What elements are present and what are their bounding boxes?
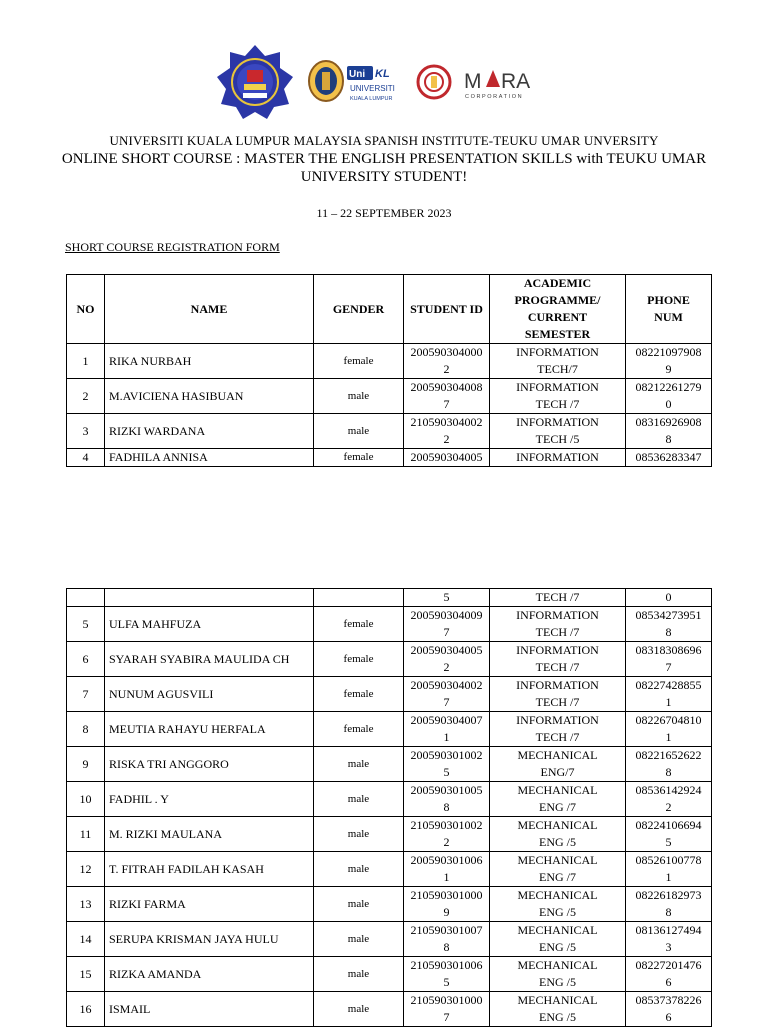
row-name: ISMAIL	[105, 992, 314, 1027]
row-student-id-line1: 210590301006	[410, 958, 483, 972]
row-student-id-line1: 200590304009	[410, 608, 483, 622]
row-student-id	[404, 887, 490, 922]
row-student-id-line1: 210590301002	[410, 818, 483, 832]
row-programme-line2: ENG /5	[539, 905, 576, 919]
table-row	[67, 607, 712, 642]
row-student-id-line1: 200590304007	[410, 713, 483, 727]
row-student-id-line2: 5	[443, 765, 450, 779]
row-programme-line1: MECHANICAL	[517, 958, 598, 972]
row-student-id-line2: 8	[443, 940, 450, 954]
logo-strip	[0, 44, 768, 120]
row-programme-line1: MECHANICAL	[517, 783, 598, 797]
row-phone-line1: 08221652622	[635, 748, 702, 762]
svg-text:CORPORATION: CORPORATION	[465, 94, 524, 100]
row-programme-line1: MECHANICAL	[517, 888, 598, 902]
header-programme-l1: ACADEMIC	[523, 276, 592, 290]
row-student-id-line2: 9	[443, 905, 450, 919]
row-student-id	[404, 677, 490, 712]
row-gender: male	[314, 782, 404, 817]
row-phone	[626, 712, 712, 747]
row-phone	[626, 957, 712, 992]
row-student-id-line1: 210590301007	[410, 923, 483, 937]
row-name: FADHILA ANNISA	[105, 449, 314, 467]
table-row	[67, 817, 712, 852]
row-phone-line2: 8	[665, 765, 672, 779]
header-no: NO	[67, 275, 105, 344]
course-dates: 11 – 22 SEPTEMBER 2023	[316, 206, 452, 220]
row-phone-line2: 1	[665, 695, 672, 709]
row-programme	[490, 607, 626, 642]
row-student-id	[404, 449, 490, 467]
row-student-id-line1: 200590304005	[410, 450, 483, 464]
table-row	[67, 782, 712, 817]
row-programme-line2: ENG /5	[539, 940, 576, 954]
row-student-id-line2: 1	[443, 870, 450, 884]
row-phone-line2: 9	[665, 362, 672, 376]
row-student-id	[404, 712, 490, 747]
row-programme	[490, 817, 626, 852]
unikl-logo-icon	[347, 64, 403, 104]
row-gender: female	[314, 712, 404, 747]
row-programme-line2: TECH/7	[537, 362, 578, 376]
row-programme	[490, 414, 626, 449]
row-programme-line2: ENG/7	[540, 765, 575, 779]
header-programme	[490, 275, 626, 344]
registration-table-page1	[66, 274, 712, 467]
row-programme-line2: ENG /7	[539, 800, 576, 814]
row-phone-line1: 08536283347	[635, 450, 702, 464]
row-programme-line1: INFORMATION	[516, 713, 599, 727]
row-name: RIKA NURBAH	[105, 344, 314, 379]
row-phone-line1: 08136127494	[635, 923, 702, 937]
row-no: 14	[67, 922, 105, 957]
row-phone-line2: 8	[665, 905, 672, 919]
row-name: RIZKI WARDANA	[105, 414, 314, 449]
row-phone	[626, 414, 712, 449]
row-programme-line2: ENG /5	[539, 975, 576, 989]
row-name: FADHIL . Y	[105, 782, 314, 817]
table-row	[67, 379, 712, 414]
row-phone-line2: 6	[665, 1010, 672, 1024]
row-phone-line2: 7	[665, 660, 672, 674]
row-phone-line2: 3	[665, 940, 672, 954]
row-student-id	[404, 379, 490, 414]
row-no: 8	[67, 712, 105, 747]
mara-corporation-logo-icon	[464, 66, 544, 102]
cont-student-id: 5	[404, 589, 490, 607]
table-row	[67, 957, 712, 992]
row-programme	[490, 852, 626, 887]
table-row	[67, 887, 712, 922]
table-row	[67, 677, 712, 712]
row-student-id-line1: 210590301000	[410, 993, 483, 1007]
institution-title: UNIVERSITI KUALA LUMPUR MALAYSIA SPANISH INSTITUTE-TEUKU UMAR UNVERSITY	[109, 133, 659, 148]
form-title: SHORT COURSE REGISTRATION FORM	[65, 240, 280, 254]
svg-text:KUALA LUMPUR: KUALA LUMPUR	[350, 96, 393, 102]
row-student-id	[404, 607, 490, 642]
row-phone-line2: 8	[665, 625, 672, 639]
row-phone-line1: 08226182973	[635, 888, 702, 902]
row-gender: male	[314, 887, 404, 922]
cont-no	[67, 589, 105, 607]
header-student-id: STUDENT ID	[404, 275, 490, 344]
svg-text:UNIVERSITI: UNIVERSITI	[350, 84, 395, 93]
row-programme-line1: INFORMATION	[516, 608, 599, 622]
row-no: 13	[67, 887, 105, 922]
row-programme	[490, 957, 626, 992]
header-phone-l1: PHONE	[647, 293, 690, 307]
row-programme	[490, 379, 626, 414]
row-student-id-line1: 200590301006	[410, 853, 483, 867]
row-phone-line1: 08536142924	[635, 783, 702, 797]
row-programme-line1: MECHANICAL	[517, 993, 598, 1007]
row-phone-line2: 1	[665, 870, 672, 884]
header-phone	[626, 275, 712, 344]
row-phone-line1: 08227428855	[635, 678, 702, 692]
row-programme-line1: MECHANICAL	[517, 818, 598, 832]
course-title	[40, 150, 728, 186]
svg-text:KL: KL	[375, 68, 390, 80]
row-student-id-line2: 7	[443, 1010, 450, 1024]
row-phone	[626, 642, 712, 677]
row-student-id-line2: 7	[443, 695, 450, 709]
header-name: NAME	[105, 275, 314, 344]
row-student-id-line1: 200590301005	[410, 783, 483, 797]
row-student-id-line2: 5	[443, 975, 450, 989]
row-programme	[490, 642, 626, 677]
row-gender: female	[314, 449, 404, 467]
row-programme-line2: ENG /5	[539, 835, 576, 849]
header-programme-l2: PROGRAMME/	[514, 293, 601, 307]
row-programme-line1: INFORMATION	[516, 415, 599, 429]
row-no: 7	[67, 677, 105, 712]
row-programme-line1: INFORMATION	[516, 450, 599, 464]
row-student-id	[404, 992, 490, 1027]
row-student-id-line1: 200590304000	[410, 345, 483, 359]
row-gender: male	[314, 992, 404, 1027]
row-gender: male	[314, 747, 404, 782]
row-name: SYARAH SYABIRA MAULIDA CH	[105, 642, 314, 677]
row-phone	[626, 817, 712, 852]
row-student-id-line1: 210590304002	[410, 415, 483, 429]
table-row	[67, 712, 712, 747]
row-name: MEUTIA RAHAYU HERFALA	[105, 712, 314, 747]
table-row	[67, 449, 712, 467]
row-programme-line2: TECH /5	[535, 432, 580, 446]
registration-table-page2	[66, 588, 712, 1027]
table-row	[67, 414, 712, 449]
row-gender: male	[314, 922, 404, 957]
header-gender: GENDER	[314, 275, 404, 344]
course-title-line2: UNIVERSITY STUDENT!	[300, 169, 468, 185]
row-gender: female	[314, 344, 404, 379]
row-programme	[490, 782, 626, 817]
header-programme-l4: SEMESTER	[524, 327, 591, 341]
row-phone-line1: 08212261279	[635, 380, 702, 394]
row-phone-line1: 08526100778	[635, 853, 702, 867]
row-programme-line1: INFORMATION	[516, 345, 599, 359]
row-student-id	[404, 414, 490, 449]
row-student-id	[404, 344, 490, 379]
table-header-row	[67, 275, 712, 344]
row-phone	[626, 992, 712, 1027]
cont-gender	[314, 589, 404, 607]
row-programme	[490, 747, 626, 782]
row-student-id	[404, 852, 490, 887]
row-no: 6	[67, 642, 105, 677]
row-no: 15	[67, 957, 105, 992]
row-gender: male	[314, 817, 404, 852]
row-phone	[626, 607, 712, 642]
table-row	[67, 642, 712, 677]
row-programme-line1: INFORMATION	[516, 678, 599, 692]
row-name: NUNUM AGUSVILI	[105, 677, 314, 712]
row-phone	[626, 782, 712, 817]
row-no: 2	[67, 379, 105, 414]
row-phone	[626, 852, 712, 887]
row-no: 3	[67, 414, 105, 449]
row-student-id-line2: 7	[443, 625, 450, 639]
row-programme	[490, 677, 626, 712]
row-programme	[490, 922, 626, 957]
row-name: RIZKA AMANDA	[105, 957, 314, 992]
row-phone-line1: 08316926908	[635, 415, 702, 429]
header-programme-l3: CURRENT	[527, 310, 588, 324]
row-no: 4	[67, 449, 105, 467]
row-no: 11	[67, 817, 105, 852]
row-gender: male	[314, 852, 404, 887]
row-phone	[626, 922, 712, 957]
row-programme	[490, 344, 626, 379]
row-gender: male	[314, 957, 404, 992]
row-student-id-line2: 8	[443, 800, 450, 814]
row-student-id	[404, 957, 490, 992]
teuku-umar-emblem-icon	[416, 62, 452, 102]
row-programme-line2: TECH /7	[535, 660, 580, 674]
svg-text:Uni: Uni	[349, 69, 366, 80]
continuation-row	[67, 589, 712, 607]
row-student-id-line2: 2	[443, 660, 450, 674]
row-student-id	[404, 782, 490, 817]
row-gender: female	[314, 607, 404, 642]
row-no: 5	[67, 607, 105, 642]
row-programme-line1: INFORMATION	[516, 643, 599, 657]
header-phone-l2: NUM	[654, 310, 683, 324]
row-phone-line1: 08221097908	[635, 345, 702, 359]
row-phone-line2: 6	[665, 975, 672, 989]
row-phone-line2: 0	[665, 397, 672, 411]
row-programme-line1: MECHANICAL	[517, 853, 598, 867]
row-programme-line2: TECH /7	[535, 397, 580, 411]
row-programme-line1: MECHANICAL	[517, 923, 598, 937]
row-phone-line1: 08224106694	[635, 818, 702, 832]
row-programme	[490, 449, 626, 467]
row-phone-line1: 08227201476	[635, 958, 702, 972]
row-student-id-line1: 200590304008	[410, 380, 483, 394]
cont-phone: 0	[626, 589, 712, 607]
row-name: RIZKI FARMA	[105, 887, 314, 922]
row-phone-line1: 08534273951	[635, 608, 702, 622]
row-programme-line2: TECH /7	[535, 625, 580, 639]
row-phone	[626, 747, 712, 782]
course-title-line1: ONLINE SHORT COURSE : MASTER THE ENGLISH PRESENTATION SKILLS with TEUKU UMAR	[61, 151, 707, 167]
row-phone-line2: 8	[665, 432, 672, 446]
row-programme-line2: TECH /7	[535, 730, 580, 744]
row-phone	[626, 379, 712, 414]
row-programme	[490, 992, 626, 1027]
table-row	[67, 992, 712, 1027]
row-programme	[490, 887, 626, 922]
row-student-id	[404, 642, 490, 677]
row-gender: female	[314, 677, 404, 712]
row-name: M. RIZKI MAULANA	[105, 817, 314, 852]
row-student-id	[404, 747, 490, 782]
row-gender: male	[314, 379, 404, 414]
svg-text:M: M	[464, 70, 482, 93]
row-no: 9	[67, 747, 105, 782]
row-phone-line2: 2	[665, 800, 672, 814]
row-student-id-line2: 2	[443, 432, 450, 446]
row-student-id-line1: 200590301002	[410, 748, 483, 762]
row-gender: female	[314, 642, 404, 677]
row-phone-line2: 5	[665, 835, 672, 849]
cont-name	[105, 589, 314, 607]
row-no: 10	[67, 782, 105, 817]
row-student-id-line2: 2	[443, 362, 450, 376]
row-student-id-line1: 210590301000	[410, 888, 483, 902]
row-student-id-line2: 7	[443, 397, 450, 411]
row-phone	[626, 887, 712, 922]
svg-text:RA: RA	[501, 70, 531, 93]
row-programme-line2: ENG /7	[539, 870, 576, 884]
malaysia-spanish-institute-crest-icon	[308, 60, 344, 102]
row-name: M.AVICIENA HASIBUAN	[105, 379, 314, 414]
row-phone-line2: 1	[665, 730, 672, 744]
row-programme	[490, 712, 626, 747]
row-student-id-line1: 200590304002	[410, 678, 483, 692]
row-student-id	[404, 817, 490, 852]
table-row	[67, 747, 712, 782]
universitas-teuku-umar-seal-icon	[216, 44, 294, 120]
row-phone-line1: 08318308696	[635, 643, 702, 657]
row-student-id-line2: 2	[443, 835, 450, 849]
row-no: 1	[67, 344, 105, 379]
row-gender: male	[314, 414, 404, 449]
row-phone	[626, 344, 712, 379]
row-programme-line2: TECH /7	[535, 695, 580, 709]
row-name: SERUPA KRISMAN JAYA HULU	[105, 922, 314, 957]
table-row	[67, 852, 712, 887]
row-programme-line1: INFORMATION	[516, 380, 599, 394]
table-row	[67, 344, 712, 379]
row-no: 12	[67, 852, 105, 887]
row-name: ULFA MAHFUZA	[105, 607, 314, 642]
row-phone-line1: 08537378226	[635, 993, 702, 1007]
row-name: RISKA TRI ANGGORO	[105, 747, 314, 782]
row-student-id	[404, 922, 490, 957]
table-row	[67, 922, 712, 957]
row-no: 16	[67, 992, 105, 1027]
row-phone	[626, 449, 712, 467]
row-student-id-line2: 1	[443, 730, 450, 744]
row-name: T. FITRAH FADILAH KASAH	[105, 852, 314, 887]
row-student-id-line1: 200590304005	[410, 643, 483, 657]
row-phone-line1: 08226704810	[635, 713, 702, 727]
row-programme-line1: MECHANICAL	[517, 748, 598, 762]
row-phone	[626, 677, 712, 712]
cont-programme: TECH /7	[490, 589, 626, 607]
row-programme-line2: ENG /5	[539, 1010, 576, 1024]
